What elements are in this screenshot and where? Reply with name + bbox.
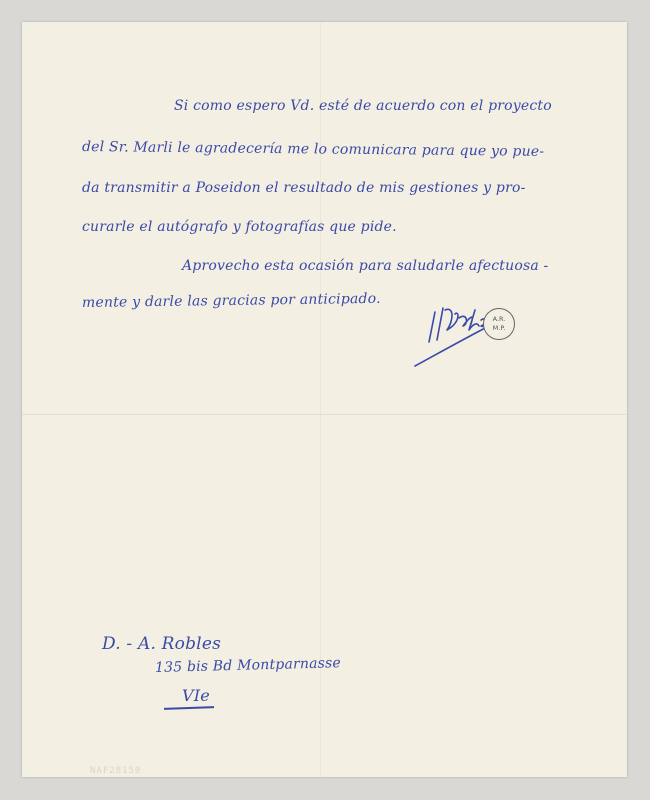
address-name: D. - A. Robles [102, 634, 222, 654]
fold-line-horizontal [22, 414, 627, 415]
letter-line-6: mente y darle las gracias por anticipado. [81, 290, 381, 311]
letter-line-5: Aprovecho esta ocasión para saludarle afectuosa - [182, 258, 549, 274]
letter-line-4: curarle el autógrafo y fotografías que pide. [82, 219, 397, 235]
letter-line-1: Si como espero Vd. esté de acuerdo con el proyecto [174, 98, 552, 114]
address-district: VIe [182, 686, 210, 705]
letter-page [22, 22, 627, 777]
letter-line-3: da transmitir a Poseidon el resultado de mis gestiones y pro- [82, 180, 526, 196]
stamp-line-1: A.R. [492, 315, 506, 323]
district-underline [164, 706, 214, 710]
archive-mark: NAF28150 [90, 766, 142, 776]
archive-stamp [483, 308, 515, 340]
address-street: 135 bis Bd Montparnasse [154, 655, 342, 676]
stamp-line-2: M.P. [492, 324, 506, 332]
letter-line-2: del Sr. Marli le agradecería me lo comunicara para que yo pue- [81, 139, 545, 160]
